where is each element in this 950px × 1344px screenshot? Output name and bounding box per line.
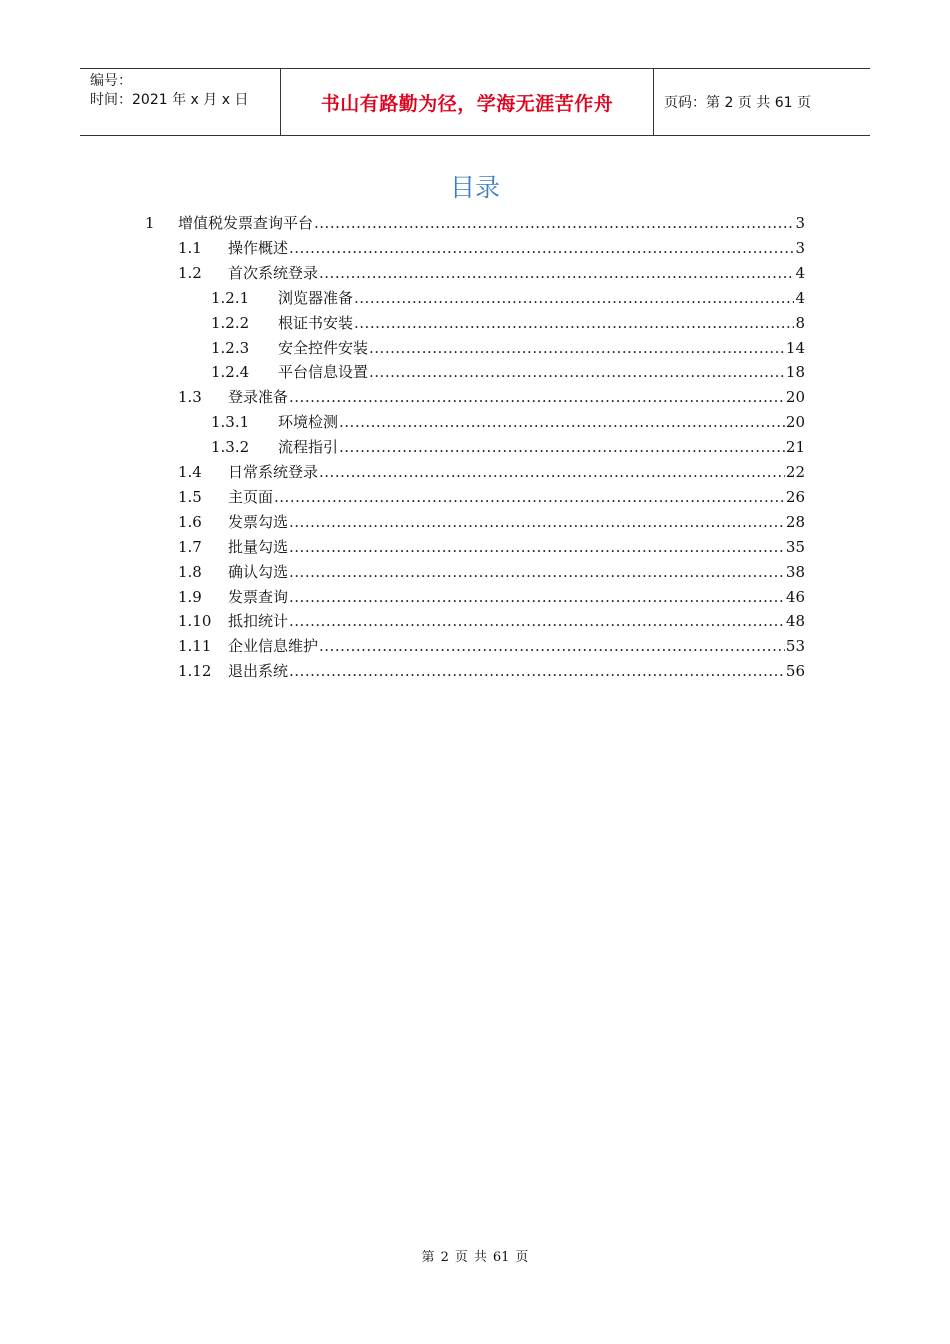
toc-leader-dots: [289, 236, 794, 260]
toc-entry-title: 批量勾选: [228, 537, 289, 556]
toc-entry-page: 20: [785, 413, 805, 432]
toc-entry-page: 4: [795, 263, 805, 282]
toc-entry-title: 流程指引: [278, 438, 339, 457]
toc-entry-page: 48: [785, 612, 805, 631]
toc-leader-dots: [354, 311, 794, 335]
toc-entry-number: 1.6: [178, 512, 202, 531]
toc-entry-page: 3: [795, 214, 805, 232]
footer-mid: 页: [454, 1250, 468, 1265]
toc-entry-title: 登录准备: [228, 388, 289, 407]
toc-entry[interactable]: [145, 211, 805, 235]
header-code-label: 编号：: [90, 73, 132, 89]
toc-entry-title: 发票勾选: [228, 512, 289, 531]
toc-entry-page: 38: [785, 562, 805, 581]
toc-entry-page: 3: [795, 238, 805, 257]
toc-entry-number: 1.1: [178, 238, 202, 257]
toc-entry-page: 35: [785, 537, 805, 556]
toc-entry-number: 1.2.3: [211, 338, 250, 357]
footer-total: 61: [492, 1250, 510, 1265]
toc-entry-number: 1.4: [178, 463, 202, 481]
toc-entry[interactable]: [178, 659, 805, 683]
toc-entry[interactable]: [211, 435, 805, 459]
header-date: 时间：2021 年 x 月 x 日: [90, 92, 249, 108]
page-header: [80, 68, 870, 136]
toc-entry-title: 退出系统: [228, 662, 289, 681]
toc-leader-dots: [289, 609, 785, 633]
toc-entry-page: 20: [785, 388, 805, 407]
toc-entry-title: 企业信息维护: [228, 637, 319, 656]
toc-entry-number: 1.3.1: [211, 413, 250, 432]
toc-entry-number: 1.2: [178, 263, 202, 282]
toc-entry[interactable]: [178, 485, 805, 509]
toc-entry-number: 1.2.2: [211, 313, 250, 332]
toc-entry-number: 1: [145, 214, 155, 232]
toc-entry-title: 主页面: [228, 487, 274, 506]
toc-entry-number: 1.2.4: [211, 363, 250, 382]
header-motto: 书山有路勤为径，学海无涯苦作舟: [281, 69, 654, 135]
toc-entry[interactable]: [211, 360, 805, 384]
toc-entry-title: 浏览器准备: [278, 288, 354, 307]
toc-entry-title: 根证书安装: [278, 313, 354, 332]
toc-leader-dots: [314, 211, 794, 235]
toc-leader-dots: [289, 585, 785, 609]
toc-leader-dots: [319, 460, 785, 484]
toc-entry-title: 首次系统登录: [228, 263, 319, 282]
toc-entry-page: 14: [785, 338, 805, 357]
toc-entry-page: 22: [785, 463, 805, 481]
toc-leader-dots: [289, 385, 785, 409]
toc-entry[interactable]: [178, 609, 805, 633]
toc-entry-number: 1.10: [178, 612, 212, 631]
toc-entry-page: 56: [785, 662, 805, 681]
toc-entry-title: 环境检测: [278, 413, 339, 432]
toc-entry-page: 8: [795, 313, 805, 332]
header-page-info: 页码：第 2 页 共 61 页: [664, 95, 811, 111]
toc-entry-title: 平台信息设置: [278, 363, 369, 382]
toc-entry[interactable]: [178, 560, 805, 584]
toc-entry[interactable]: [211, 410, 805, 434]
toc-leader-dots: [369, 336, 785, 360]
toc-leader-dots: [319, 634, 785, 658]
footer-total-label: 共: [473, 1250, 487, 1265]
toc-entry[interactable]: [178, 634, 805, 658]
toc-entry-number: 1.7: [178, 537, 202, 556]
toc-entry-number: 1.3: [178, 388, 202, 407]
toc-entry-number: 1.2.1: [211, 288, 250, 307]
toc-entry[interactable]: [178, 510, 805, 534]
toc-leader-dots: [369, 360, 785, 384]
toc-entry[interactable]: [178, 261, 805, 285]
toc-leader-dots: [274, 485, 785, 509]
toc-entry-title: 发票查询: [228, 587, 289, 606]
toc-entry[interactable]: [178, 385, 805, 409]
toc-entry-number: 1.9: [178, 587, 202, 606]
toc-entry[interactable]: [178, 236, 805, 260]
toc-entry-title: 操作概述: [228, 238, 289, 257]
toc-entry-number: 1.11: [178, 637, 212, 656]
footer-prefix: 第: [421, 1250, 435, 1265]
toc-entry-page: 28: [785, 512, 805, 531]
toc-entry-title: 日常系统登录: [228, 463, 319, 481]
toc-entry-number: 1.5: [178, 487, 202, 506]
toc-leader-dots: [289, 659, 785, 683]
page-footer: [0, 1246, 950, 1265]
header-meta: [80, 69, 281, 135]
toc-leader-dots: [289, 535, 785, 559]
toc-entry-page: 26: [785, 487, 805, 506]
toc-entry-title: 确认勾选: [228, 562, 289, 581]
toc-entry-number: 1.12: [178, 662, 212, 681]
toc-entry-number: 1.8: [178, 562, 202, 581]
toc-entry-page: 46: [785, 587, 805, 606]
toc-entry[interactable]: [178, 585, 805, 609]
toc-entry-page: 21: [785, 438, 805, 457]
footer-suffix: 页: [515, 1250, 529, 1265]
toc-entry[interactable]: [211, 336, 805, 360]
toc-entry-title: 安全控件安装: [278, 338, 369, 357]
toc-entry[interactable]: [178, 535, 805, 559]
toc-entry[interactable]: [211, 311, 805, 335]
toc-entry-number: 1.3.2: [211, 438, 250, 457]
toc-entry-title: 增值税发票查询平台: [178, 214, 314, 232]
toc-entry-page: 18: [785, 363, 805, 382]
toc-leader-dots: [289, 510, 785, 534]
toc-leader-dots: [339, 435, 785, 459]
toc-entry-title: 抵扣统计: [228, 612, 289, 631]
toc-entry[interactable]: [211, 286, 805, 310]
toc-leader-dots: [319, 261, 794, 285]
footer-page: 2: [440, 1250, 449, 1265]
toc-entry-page: 4: [795, 288, 805, 307]
toc-leader-dots: [289, 560, 785, 584]
toc-entry[interactable]: [178, 460, 805, 484]
toc-title: 目录: [449, 173, 500, 202]
toc-entry-page: 53: [785, 637, 805, 656]
toc-leader-dots: [354, 286, 794, 310]
toc-leader-dots: [339, 410, 785, 434]
